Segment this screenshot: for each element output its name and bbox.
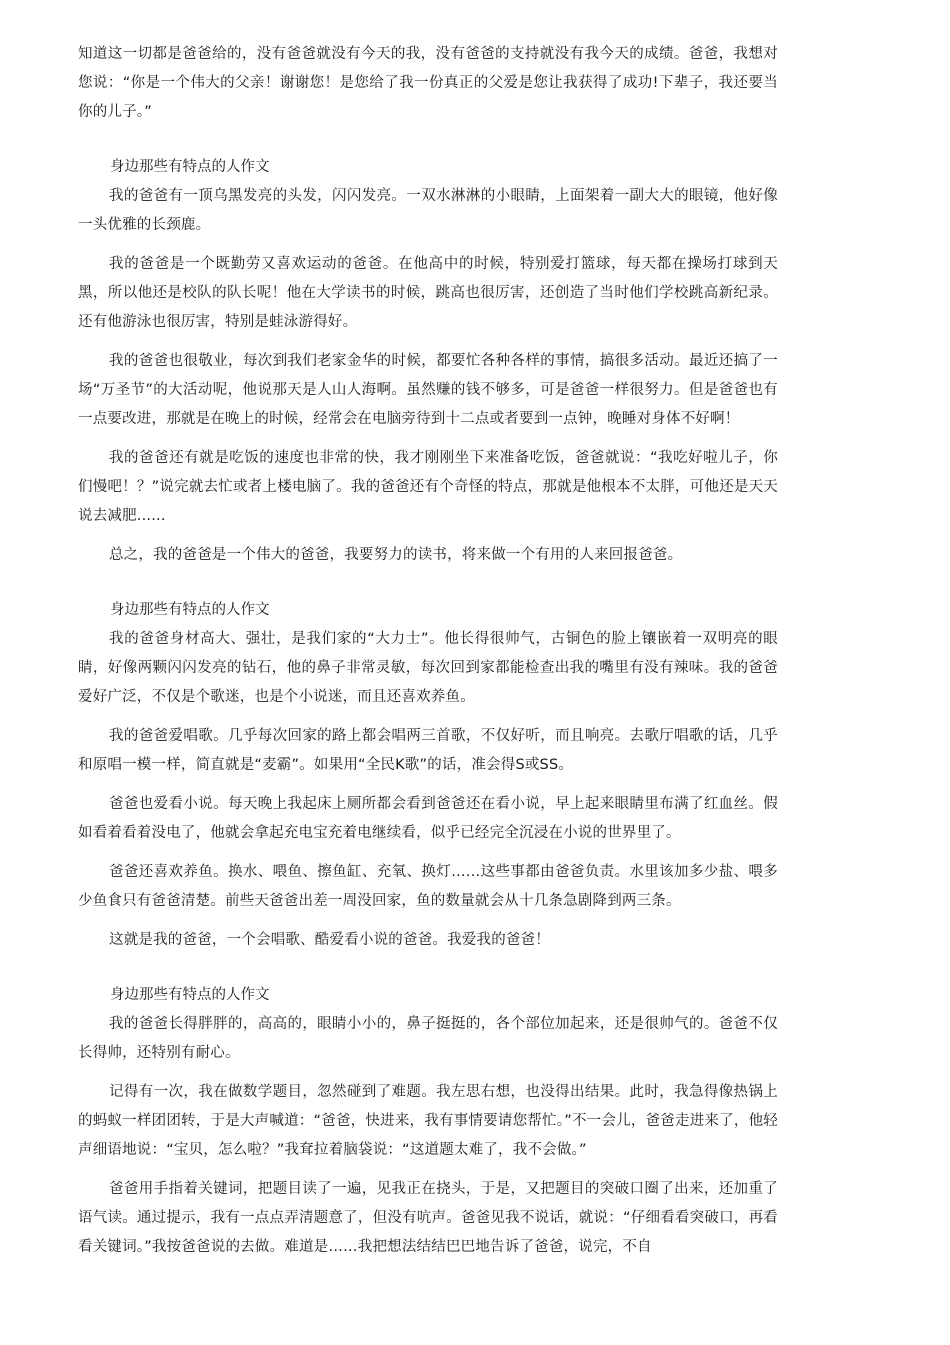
section-title: 身边那些有特点的人作文 xyxy=(110,159,270,175)
section-title: 身边那些有特点的人作文 xyxy=(110,987,270,1003)
section-title: 身边那些有特点的人作文 xyxy=(110,602,270,618)
paragraph: 我的爸爸还有就是吃饭的速度也非常的快，我才刚刚坐下来准备吃饭，爸爸就说：“我吃好啦儿子，你们慢吧！？”说完就去忙或者上楼电脑了。我的爸爸还有个奇怪的特点，那就是他根本不太胖，可他还是天天说去减肥...... xyxy=(78,450,778,524)
paragraph: 我的爸爸有一顶乌黑发亮的头发，闪闪发亮。一双水淋淋的小眼睛，上面架着一副大大的眼镜，他好像一头优雅的长颈鹿。 xyxy=(78,188,778,233)
essay-section-2 xyxy=(78,596,778,955)
paragraph: 记得有一次，我在做数学题目，忽然碰到了难题。我左思右想，也没得出结果。此时，我急得像热锅上的蚂蚁一样团团转，于是大声喊道：“爸爸，快进来，我有事情要请您帮忙。”不一会儿，爸爸走进来了，他轻声细语地说：“宝贝，怎么啦？”我耷拉着脑袋说：“这道题太难了，我不会做。” xyxy=(78,1084,778,1158)
paragraph: 爸爸用手指着关键词，把题目读了一遍，见我正在挠头，于是，又把题目的突破口圈了出来，还加重了语气读。通过提示，我有一点点弄清题意了，但没有吭声。爸爸见我不说话，就说：“仔细看看突破口，再看看关键词。”我按爸爸说的去做。难道是……我把想法结结巴巴地告诉了爸爸，说完，不自 xyxy=(78,1181,778,1255)
paragraph: 爸爸还喜欢养鱼。换水、喂鱼、擦鱼缸、充氧、换灯……这些事都由爸爸负责。水里该加多少盐、喂多少鱼食只有爸爸清楚。前些天爸爸出差一周没回家，鱼的数量就会从十几条急剧降到两三条。 xyxy=(78,864,778,909)
paragraph: 我的爸爸也很敬业，每次到我们老家金华的时候，都要忙各种各样的事情，搞很多活动。最近还搞了一场“万圣节”的大活动呢，他说那天是人山人海啊。虽然赚的钱不够多，可是爸爸一样很努力。但是爸爸也有一点要改进，那就是在晚上的时候，经常会在电脑旁待到十二点或者要到一点钟，晚睡对身体不好啊！ xyxy=(78,353,778,427)
paragraph: 我的爸爸是一个既勤劳又喜欢运动的爸爸。在他高中的时候，特别爱打篮球，每天都在操场打球到天黑，所以他还是校队的队长呢！他在大学读书的时候，跳高也很厉害，还创造了当时他们学校跳高新纪录。还有他游泳也很厉害，特别是蛙泳游得好。 xyxy=(78,256,778,330)
paragraph: 我的爸爸爱唱歌。几乎每次回家的路上都会唱两三首歌，不仅好听，而且响亮。去歌厅唱歌的话，几乎和原唱一模一样，简直就是“麦霸”。如果用“全民K歌”的话，准会得S或SS。 xyxy=(78,728,778,773)
document-page xyxy=(78,40,778,1272)
paragraph: 我的爸爸身材高大、强壮，是我们家的“大力士”。他长得很帅气，古铜色的脸上镶嵌着一双明亮的眼睛，好像两颗闪闪发亮的钻石，他的鼻子非常灵敏，每次回到家都能检查出我的嘴里有没有辣味。我的爸爸爱好广泛，不仅是个歌迷，也是个小说迷，而且还喜欢养鱼。 xyxy=(78,631,778,705)
intro-paragraph: 知道这一切都是爸爸给的，没有爸爸就没有今天的我，没有爸爸的支持就没有我今天的成绩。爸爸，我想对您说：“你是一个伟大的父亲！谢谢您！是您给了我一份真正的父爱是您让我获得了成功!下辈子，我还要当你的儿子。” xyxy=(78,46,778,120)
essay-section-1 xyxy=(78,153,778,570)
paragraph: 爸爸也爱看小说。每天晚上我起床上厕所都会看到爸爸还在看小说，早上起来眼睛里布满了红血丝。假如看着看着没电了，他就会拿起充电宝充着电继续看，似乎已经完全沉浸在小说的世界里了。 xyxy=(78,796,778,841)
paragraph: 这就是我的爸爸，一个会唱歌、酷爱看小说的爸爸。我爱我的爸爸！ xyxy=(109,932,550,948)
paragraph: 总之，我的爸爸是一个伟大的爸爸，我要努力的读书，将来做一个有用的人来回报爸爸。 xyxy=(109,547,683,563)
essay-section-3 xyxy=(78,981,778,1262)
paragraph: 我的爸爸长得胖胖的，高高的，眼睛小小的，鼻子挺挺的，各个部位加起来，还是很帅气的。爸爸不仅长得帅，还特别有耐心。 xyxy=(78,1016,778,1061)
